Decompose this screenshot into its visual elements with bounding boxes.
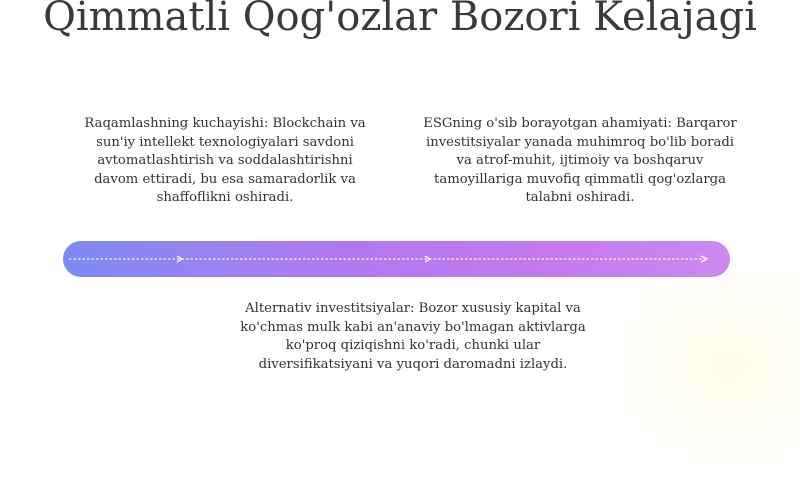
timeline-arrow-line — [63, 241, 730, 277]
point-esg: ESGning o'sib borayotgan ahamiyati: Barqaror investitsiyalar yanada muhimroq bo'lib boradi va atrof-muhit, ijtimoiy va boshqaruv tamoyillariga muvofiq qimmatli qog'ozlarga talabni oshiradi. — [423, 116, 737, 205]
point-alternative-investments: Alternativ investitsiyalar: Bozor xususiy kapital va ko'chmas mulk kabi an'anaviy bo'lmagan aktivlarga ko'proq qiziqishni ko'radi, chunki ular diversifikatsiyani va yuqori daromadni izlaydi. — [240, 301, 586, 372]
timeline-bar — [63, 241, 730, 277]
slide-title: Qimmatli Qog'ozlar Bozori Kelajagi — [43, 0, 757, 40]
point-digitalization: Raqamlashning kuchayishi: Blockchain va sun'iy intellekt texnologiyalari savdoni avtomatlashtirish va soddalashtirishni davom ettiradi, bu esa samaradorlik va shaffoflikni oshiradi. — [84, 116, 366, 205]
background-glow — [600, 250, 800, 480]
